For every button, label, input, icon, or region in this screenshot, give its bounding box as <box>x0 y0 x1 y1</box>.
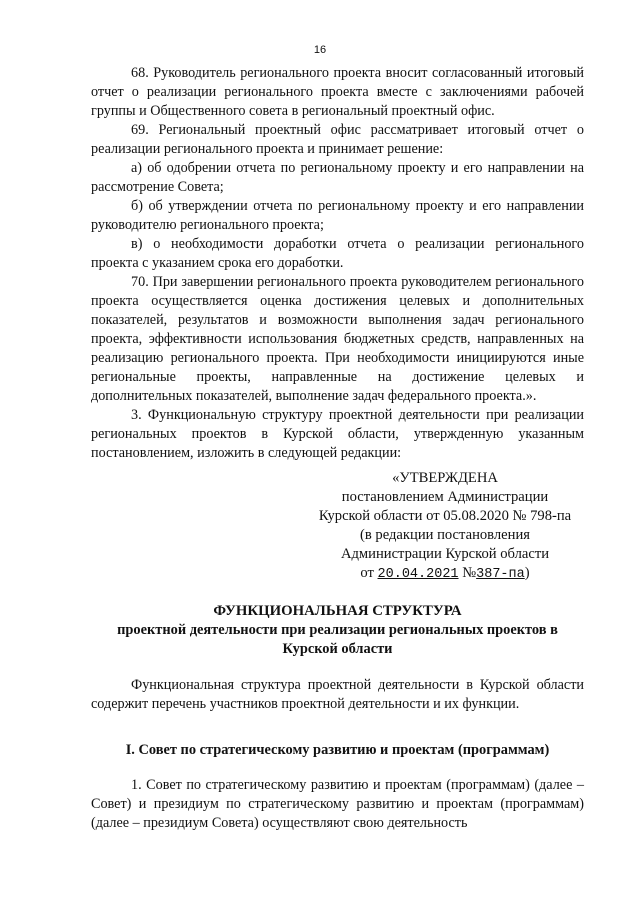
clause-1: 1. Совет по стратегическому развитию и проектам (программам) (далее – Совет) и президиум по стратегическому развитию и проектам (программам) (далее – президиум Совета) осуществляют свою деятельность <box>91 777 584 831</box>
intro-paragraph: Функциональная структура проектной деятельности в Курской области содержит перечень участников проектной деятельности и их функции. <box>91 677 584 712</box>
approval-date: 20.04.2021 <box>377 567 459 582</box>
paragraph-69-b: б) об утверждении отчета по региональному проекту и его направлении руководителю регионального проекта; <box>91 198 584 233</box>
paragraph-69-v: в) о необходимости доработки отчета о реализации регионального проекта с указанием срока его доработки. <box>91 236 584 271</box>
approval-number: 387-па <box>476 567 525 582</box>
paragraph-68: 68. Руководитель регионального проекта вносит согласованный итоговый отчет о реализации регионального проекта вместе с заключениями рабочей группы и Общественного совета в региональный проектный офис. <box>91 65 584 119</box>
paragraph-69: 69. Региональный проектный офис рассматривает итоговый отчет о реализации регионального проекта и принимает решение: <box>91 122 584 157</box>
paragraph-70: 70. При завершении регионального проекта руководителем регионального проекта осуществляется оценка достижения целевых и дополнительных показателей, результатов и возможности выполнения задач регионального проекта, эффективности использования бюджетных средств, направленных на реализацию регионального проекта. При необходимости инициируются иные региональные проекты, направленные на достижение целевых и дополнительных показателей, выполнение задач федерального проекта.». <box>91 274 584 404</box>
document-body <box>91 64 584 463</box>
approval-number-sign: № <box>462 565 477 581</box>
paragraph-3: 3. Функциональную структуру проектной деятельности при реализации региональных проектов в Курской области, утвержденную указанным постановлением, изложить в следующей редакции: <box>91 407 584 461</box>
approval-suffix: ) <box>524 565 530 581</box>
document-title <box>91 602 584 659</box>
approval-line-3: Курской области от 05.08.2020 № 798-па <box>318 508 572 524</box>
paragraph-69-a: а) об одобрении отчета по региональному проекту и его направлении на рассмотрение Совета; <box>91 160 584 195</box>
page-number: 16 <box>313 44 327 56</box>
approval-line-6 <box>300 564 590 584</box>
approval-line-2: постановлением Администрации <box>341 489 549 505</box>
title-line-2: проектной деятельности при реализации региональных проектов в Курской области <box>117 622 558 657</box>
approval-stamp <box>300 469 590 584</box>
title-line-1: ФУНКЦИОНАЛЬНАЯ СТРУКТУРА <box>213 603 462 619</box>
section-heading: I. Совет по стратегическому развитию и проектам (программам) <box>125 742 550 758</box>
approval-line-1: «УТВЕРЖДЕНА <box>392 470 498 486</box>
approval-line-5: Администрации Курской области <box>340 546 550 562</box>
approval-line-4: (в редакции постановления <box>360 527 530 543</box>
approval-date-prefix: от <box>360 565 374 581</box>
